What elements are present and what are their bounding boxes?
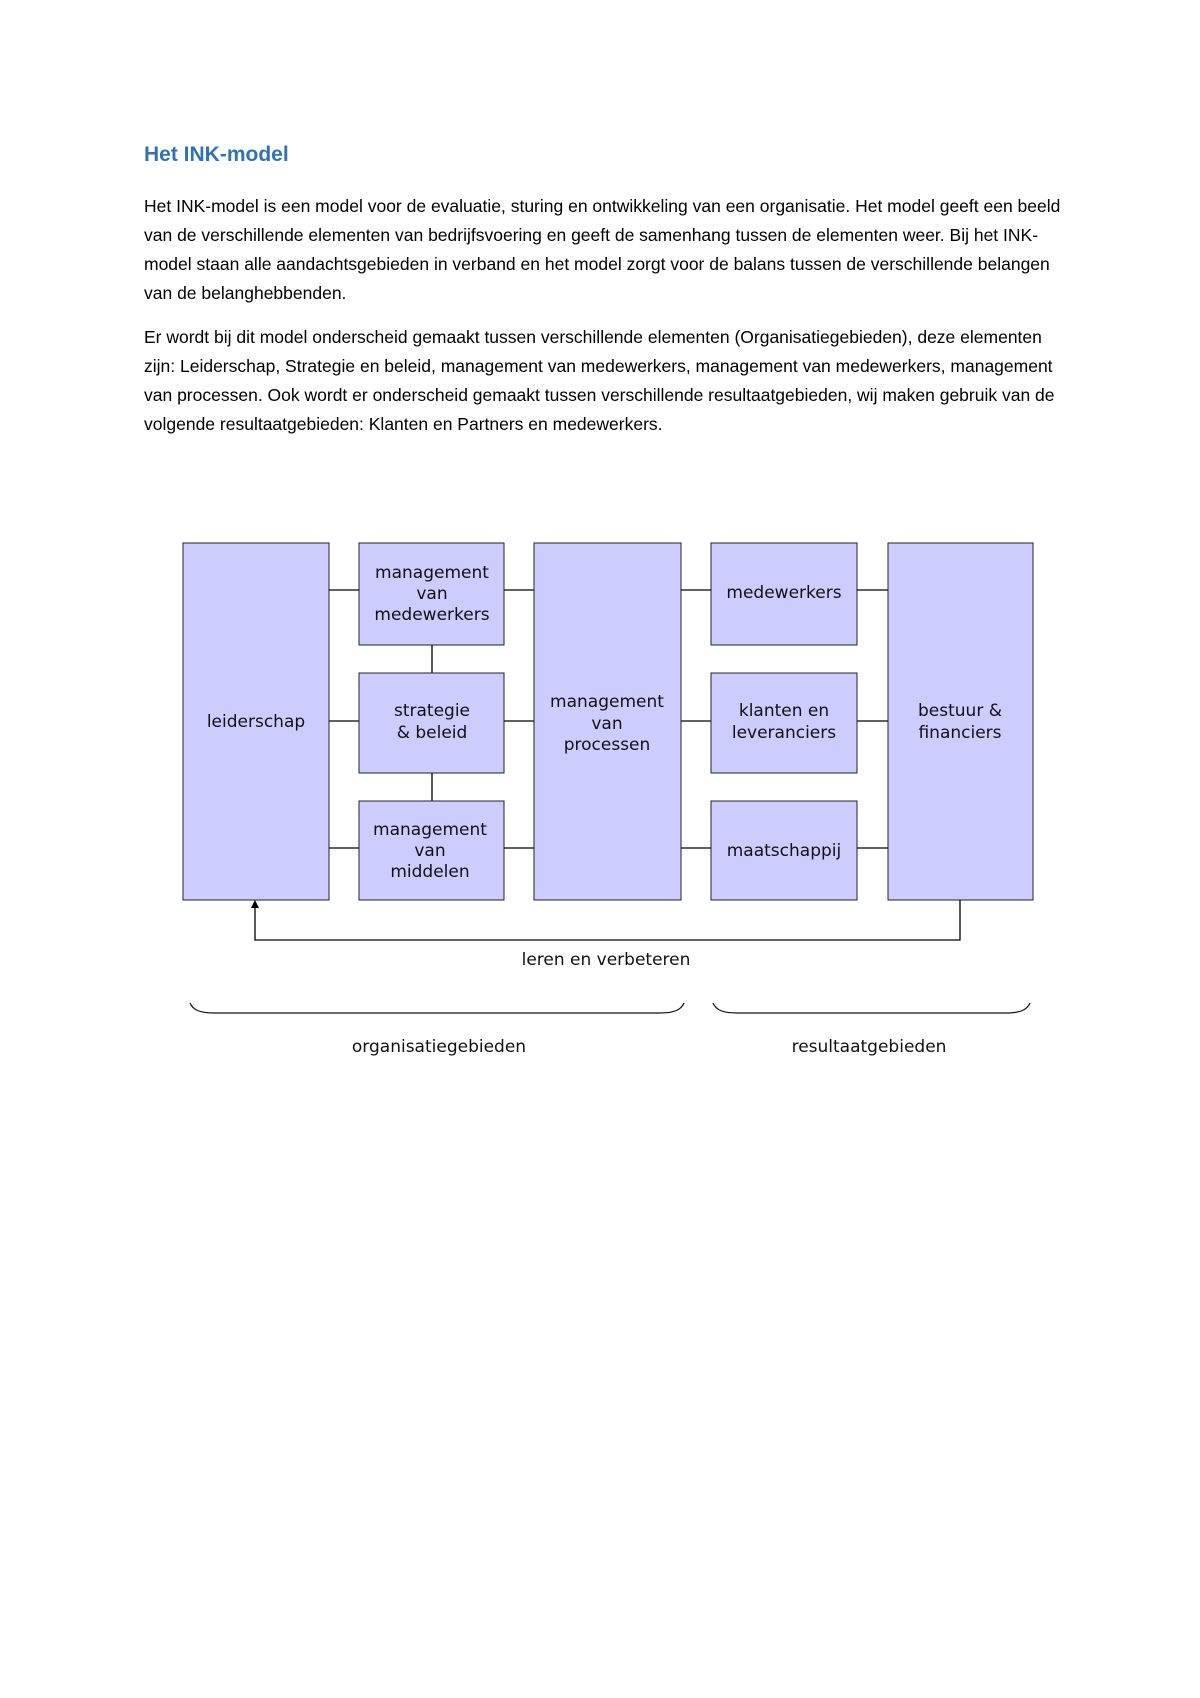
label-resultaatgebieden: resultaatgebieden (791, 1037, 947, 1057)
label-maatschappij: maatschappij (726, 841, 842, 861)
label-leiderschap: leiderschap (206, 712, 306, 732)
brace-resultaatgebieden (713, 1003, 1030, 1013)
feedback-loop (251, 900, 960, 940)
brace-organisatiegebieden (190, 1003, 684, 1013)
label-klanten-2: leveranciers (731, 723, 837, 743)
label-mgmt-middelen-1: management (373, 820, 487, 840)
label-strategie-1: strategie (393, 701, 471, 721)
label-bestuur-2: financiers (918, 723, 1002, 743)
label-strategie-2: & beleid (396, 723, 468, 743)
box-bestuur-financiers (888, 543, 1033, 900)
label-organisatiegebieden: organisatiegebieden (351, 1037, 527, 1057)
label-mgmt-middelen-3: middelen (390, 862, 470, 882)
label-mgmt-medewerkers-3: medewerkers (374, 605, 490, 625)
label-mgmt-processen-1: management (550, 692, 664, 712)
paragraph-elements: Er wordt bij dit model onderscheid gemaakt tussen verschillende elementen (Organisatiegebieden), deze elementen zijn: Leiderschap, Strategie en beleid, management van medewerkers, management van medewerkers, management van processen. Ook wordt er onderscheid gemaakt tussen verschillende resultaatgebieden, wij maken gebruik van de volgende resultaatgebieden: Klanten en Partners en medewerkers. (144, 327, 1055, 434)
label-medewerkers: medewerkers (726, 583, 842, 603)
label-bestuur-1: bestuur & (918, 701, 1002, 721)
feedback-arrow-head (251, 900, 259, 908)
label-leren-en-verbeteren: leren en verbeteren (521, 950, 691, 970)
label-mgmt-processen-2: van (591, 714, 623, 734)
label-klanten-1: klanten en (738, 701, 830, 721)
document-heading: Het INK-model (144, 143, 289, 166)
label-mgmt-medewerkers-2: van (416, 584, 448, 604)
label-mgmt-processen-3: processen (563, 735, 651, 755)
paragraph-intro: Het INK-model is een model voor de evaluatie, sturing en ontwikkeling van een organisatie. Het model geeft een beeld van de verschillende elementen van bedrijfsvoering en geeft de samenhang tussen de elementen weer. Bij het INK-model staan alle aandachtsgebieden in verband en het model zorgt voor de balans tussen de verschillende belangen van de belanghebbenden. (144, 196, 1061, 303)
label-mgmt-medewerkers-1: management (375, 563, 489, 583)
label-mgmt-middelen-2: van (414, 841, 446, 861)
